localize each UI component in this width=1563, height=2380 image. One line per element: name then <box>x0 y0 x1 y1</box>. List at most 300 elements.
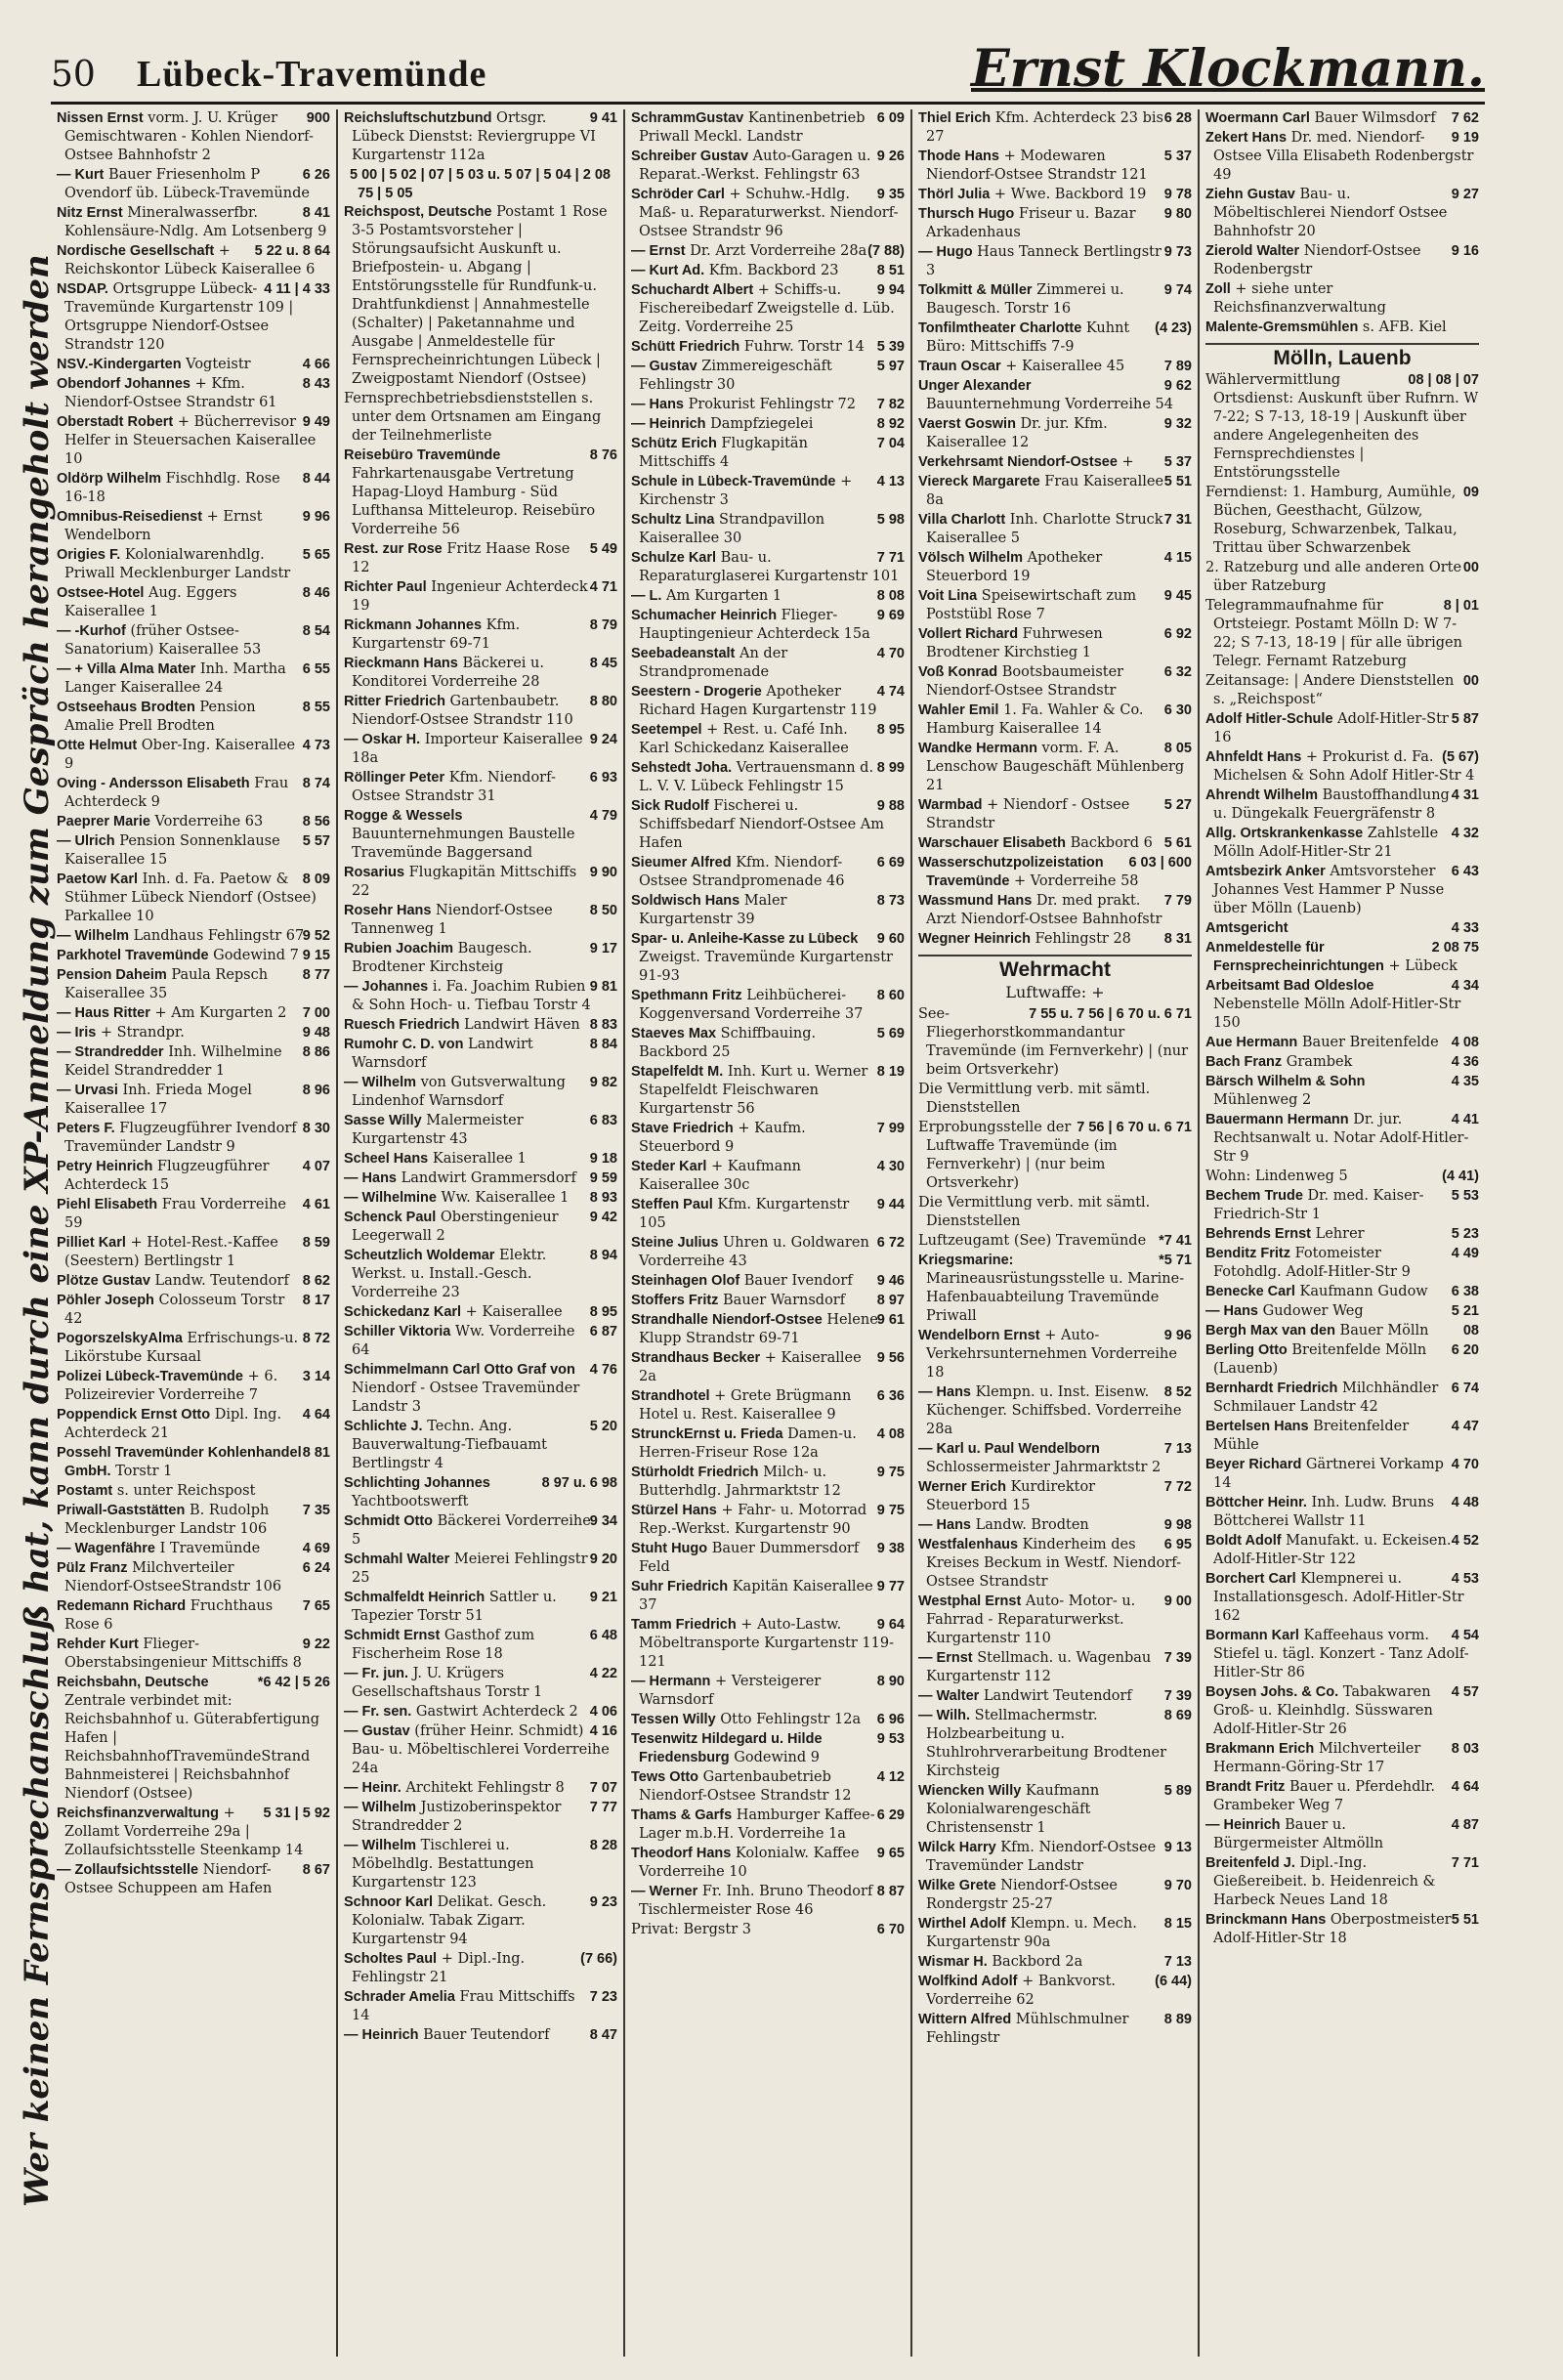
directory-entry <box>344 1361 617 1417</box>
entry-phone: 6 09 <box>876 110 905 126</box>
directory-entry <box>918 854 1192 891</box>
entry-phone: 4 16 <box>589 1723 617 1739</box>
entry-name: — Hans <box>1205 1303 1258 1319</box>
directory-entry <box>1205 1570 1479 1626</box>
directory-entry <box>344 1837 617 1892</box>
entry-name: Ruesch Friedrich <box>344 1017 460 1033</box>
directory-entry <box>57 1292 330 1329</box>
entry-description: Yachtbootswerft <box>352 1494 469 1509</box>
directory-entry <box>57 1805 330 1860</box>
entry-description: Inh. Kurt u. Werner Stapelfeldt Fleischwaren Kurgartenstr 56 <box>639 1064 868 1117</box>
entry-name: Schütz Erich <box>631 436 717 451</box>
entry-phone: 6 30 <box>1163 702 1192 718</box>
entry-phone: 7 55 u. 7 56 | 6 70 u. 6 71 <box>1029 1006 1192 1022</box>
directory-entry <box>1205 1683 1479 1739</box>
running-title: Lübeck-Travemünde <box>137 54 487 95</box>
entry-name: Werner Erich <box>918 1479 1006 1495</box>
entry-description: Speisewirtschaft zum Poststübl Rose 7 <box>926 588 1137 622</box>
entry-phone: 9 82 <box>589 1075 617 1090</box>
entry-phone: 9 20 <box>589 1551 617 1567</box>
entry-name: Rest. zur Rose <box>344 541 443 557</box>
entry-name: Reisebüro Travemünde <box>344 447 501 463</box>
entry-phone: 8 72 <box>302 1331 330 1346</box>
directory-entry <box>344 731 617 768</box>
directory-entry <box>918 377 1192 414</box>
entry-description: Bauer Ivendorf <box>739 1273 853 1289</box>
entry-description: Bauer Warnsdorf <box>718 1293 846 1308</box>
directory-entry <box>344 1074 617 1111</box>
directory-entry <box>631 1425 905 1463</box>
entry-name: Borchert Carl <box>1205 1571 1296 1587</box>
directory-entry <box>1205 1034 1479 1052</box>
entry-name: Plötze Gustav <box>57 1273 150 1289</box>
entry-name: — L. <box>631 588 662 604</box>
directory-entry <box>57 1482 330 1501</box>
entry-name: Villa Charlott <box>918 512 1006 528</box>
entry-description: + Zollamt Vorderreihe 29a | Zollaufsichtsstelle Steenkamp 14 <box>64 1806 304 1858</box>
entry-phone: 8 96 <box>302 1083 330 1098</box>
entry-description: Bauer Wilmsdorf <box>1309 110 1436 126</box>
entry-phone: 4 13 <box>876 474 905 489</box>
directory-entry <box>1205 1418 1479 1455</box>
entry-phone: 9 80 <box>1163 206 1192 222</box>
entry-phone: 9 23 <box>589 1894 617 1910</box>
directory-entry <box>631 358 905 395</box>
entry-phone: 7 39 <box>1163 1688 1192 1704</box>
directory-entry <box>344 693 617 730</box>
entry-description: + Dipl.-Ing. Fehlingstr 21 <box>352 1951 526 1985</box>
entry-phone: 4 30 <box>876 1159 905 1174</box>
entry-phone: 4 54 <box>1451 1628 1479 1643</box>
entry-name: — Wilhelm <box>344 1075 416 1090</box>
entry-description: Klempnerei u. Installationsgesch. Adolf-Hitler-Str 162 <box>1213 1571 1464 1624</box>
entry-description: Erfrischungs-u. Likörstube Kursaal <box>64 1331 299 1365</box>
entry-name: Zierold Walter <box>1205 243 1300 259</box>
directory-entry <box>344 1893 617 1949</box>
entry-description: + Vorderreihe 58 <box>1009 873 1139 889</box>
directory-entry <box>1205 1073 1479 1110</box>
entry-phone: 08 <box>1462 1323 1479 1339</box>
entry-description: J. U. Krügers Gesellschaftshaus Torstr 1 <box>352 1666 543 1700</box>
entry-name: — Wilh. <box>918 1708 971 1723</box>
entry-description: Fischerei u. Schiffsbedarf Niendorf-Ostsee Am Hafen <box>639 798 884 851</box>
directory-entry <box>631 1673 905 1710</box>
directory-entry <box>1205 1053 1479 1072</box>
entry-description: Die Vermittlung verb. mit sämtl. Dienststellen <box>918 1082 1151 1116</box>
directory-entry <box>57 966 330 1003</box>
directory-entry <box>918 1478 1192 1515</box>
entry-description: Godewind 9 <box>729 1750 820 1765</box>
entry-name: Berling Otto <box>1205 1342 1288 1358</box>
entry-description: Flieger-Hauptingenieur Achterdeck 15a <box>639 608 870 642</box>
entry-phone: 9 69 <box>876 608 905 623</box>
entry-description: + Schiffs-u. Fischereibedarf Zweigstelle d. Lüb. Zeitg. Vorderreihe 25 <box>639 282 895 335</box>
entry-name: Spethmann Fritz <box>631 988 742 1003</box>
entry-description: Pension Amalie Prell Brodten <box>64 700 256 734</box>
directory-entry <box>631 1120 905 1157</box>
directory-entry <box>1205 786 1479 824</box>
directory-entry <box>344 1627 617 1664</box>
directory-entry <box>57 1196 330 1233</box>
entry-description: Milch- u. Butterhdlg. Jahrmarktstr 12 <box>639 1465 841 1499</box>
entry-description: + Rest. u. Café Inh. Karl Schickedanz Kaiserallee <box>639 722 849 756</box>
entry-description: Tischlerei u. Möbelhdlg. Bestattungen Kurgartenstr 123 <box>352 1838 534 1891</box>
entry-phone: 4 08 <box>1451 1035 1479 1050</box>
entry-phone: 5 98 <box>876 512 905 528</box>
entry-description: Auto- Motor- u. Fahrrad - Reparaturwerkst. Kurgartenstr 110 <box>926 1594 1136 1646</box>
entry-description: Kaufmann Kolonialwarengeschäft Christensenstr 1 <box>926 1783 1100 1836</box>
directory-entry <box>344 1016 617 1035</box>
entry-description: Stellmach. u. Wagenbau Kurgartenstr 112 <box>926 1650 1152 1684</box>
entry-description: Kinderheim des Kreises Beckum in Westf. Niendorf-Ostsee Strandstr <box>926 1537 1182 1590</box>
entry-description: Dr. jur. Kfm. Kaiserallee 12 <box>926 416 1108 450</box>
entry-phone: 9 26 <box>876 149 905 164</box>
entry-description: Kantinenbetrieb Priwall Meckl. Landstr <box>639 110 866 145</box>
entry-description: Breitenfelder Mühle <box>1213 1419 1410 1453</box>
directory-entry <box>344 940 617 977</box>
entry-phone: 6 96 <box>876 1712 905 1727</box>
entry-description: Kuhnt Büro: Mittschiffs 7-9 <box>926 320 1130 355</box>
entry-name: Paeprer Marie <box>57 814 150 829</box>
entry-description: Torstr 1 <box>110 1464 173 1479</box>
entry-name: Brandt Fritz <box>1205 1779 1286 1795</box>
entry-name: Schütt Friedrich <box>631 339 740 355</box>
entry-phone: 8 03 <box>1451 1741 1479 1757</box>
directory-entry <box>344 616 617 654</box>
entry-phone: 4 76 <box>589 1362 617 1378</box>
directory-entry <box>57 622 330 659</box>
entry-description: + Schuhw.-Hdlg. Maß- u. Reparaturwerkst. Niendorf-Ostsee Strandstr 96 <box>639 187 899 239</box>
entry-phone: 09 <box>1462 485 1479 500</box>
entry-phone: 4 11 | 4 33 <box>264 281 330 297</box>
entry-phone: 4 73 <box>302 738 330 753</box>
entry-description: Bauer Mölln <box>1334 1323 1429 1339</box>
entry-description: Friseur u. Bazar Arkadenhaus <box>926 206 1136 240</box>
entry-phone: 8 84 <box>589 1037 617 1052</box>
entry-name: Peters F. <box>57 1121 115 1136</box>
entry-phone: 9 42 <box>589 1210 617 1225</box>
directory-entry <box>631 242 905 261</box>
entry-phone: 9 45 <box>1163 588 1192 604</box>
entry-phone: 4 66 <box>302 357 330 372</box>
entry-phone: 4 15 <box>1163 550 1192 566</box>
entry-name: Wittern Alfred <box>918 2012 1012 2027</box>
entry-description: Kfm. Niendorf-Ostsee Strandpromenade 46 <box>639 855 845 889</box>
entry-phone: *5 71 <box>1159 1253 1192 1268</box>
entry-name: — Ernst <box>918 1650 973 1666</box>
directory-entry <box>918 415 1192 452</box>
entry-description: Landw. Teutendorf <box>149 1273 289 1289</box>
directory-entry <box>1205 242 1479 279</box>
directory-entry <box>631 281 905 337</box>
entry-description: Zentrale verbindet mit: Reichsbahnhof u. Güterabfertigung Hafen | ReichsbahnhofTravemündeStrand Bahnmeisterei | Reichsbahnhof Niendorf (Ostsee) <box>64 1693 320 1802</box>
directory-entry <box>918 319 1192 357</box>
entry-description: + Wwe. Backbord 19 <box>990 187 1147 202</box>
entry-name: Wismar H. <box>918 1954 988 1970</box>
directory-entry <box>1205 1532 1479 1569</box>
entry-description: Luftzeugamt (See) Travemünde <box>918 1233 1147 1249</box>
entry-phone: 7 39 <box>1163 1650 1192 1666</box>
directory-entry <box>631 930 905 986</box>
entry-name: Stürholdt Friedrich <box>631 1465 759 1480</box>
entry-description: Bau- u. Möbeltischlerei Niendorf Ostsee Bahnhofstr 20 <box>1213 187 1448 239</box>
entry-name: Bertelsen Hans <box>1205 1419 1309 1434</box>
entry-phone: 7 89 <box>1163 359 1192 374</box>
entry-phone: (4 23) <box>1155 320 1192 336</box>
entry-description: + Kirchenstr 3 <box>639 474 853 508</box>
entry-phone: 8 19 <box>876 1064 905 1080</box>
entry-name: Schulze Karl <box>631 550 717 566</box>
entry-description: Kfm. Kurgartenstr 105 <box>639 1197 850 1231</box>
entry-description: Landwirt Teutendorf <box>979 1688 1132 1704</box>
directory-entry <box>57 166 330 203</box>
entry-name: Stürzel Hans <box>631 1503 717 1518</box>
entry-phone: 9 70 <box>1163 1878 1192 1893</box>
directory-entry <box>631 1464 905 1501</box>
entry-name: Rosarius <box>344 865 405 880</box>
entry-phone: 8 89 <box>1163 2012 1192 2027</box>
directory-entry <box>918 243 1192 280</box>
directory-entry <box>1205 1187 1479 1224</box>
entry-description: + Modewaren Niendorf-Ostsee Strandstr 121 <box>926 149 1148 183</box>
directory-entry <box>57 375 330 412</box>
entry-phone: 9 98 <box>1163 1517 1192 1533</box>
entry-description: Frau Kaiserallee 8a <box>926 474 1164 508</box>
entry-name: Strandhaus Becker <box>631 1350 761 1366</box>
entry-description: Sattler u. Tapezier Torstr 51 <box>352 1590 557 1624</box>
directory-entry <box>631 683 905 720</box>
entry-phone: 5 37 <box>1163 149 1192 164</box>
entry-description: Importeur Kaiserallee 18a <box>352 732 583 766</box>
entry-phone: 7 23 <box>589 1989 617 2005</box>
directory-entry <box>344 1799 617 1836</box>
entry-phone: 9 46 <box>876 1273 905 1289</box>
entry-phone: 5 21 <box>1451 1303 1479 1319</box>
directory-entry <box>344 1703 617 1721</box>
entry-name: Bach Franz <box>1205 1054 1283 1070</box>
entry-phone: 8 62 <box>302 1273 330 1289</box>
directory-entry <box>57 1406 330 1443</box>
directory-entry <box>1205 1740 1479 1777</box>
directory-entry <box>918 2011 1192 2048</box>
entry-description: Delikat. Gesch. Kolonialw. Tabak Zigarr. Kurgartenstr 94 <box>352 1894 547 1947</box>
entry-phone: 4 49 <box>1451 1246 1479 1261</box>
entry-name: Spar- u. Anleihe-Kasse zu Lübeck <box>631 931 859 947</box>
entry-phone: 7 13 <box>1163 1954 1192 1970</box>
entry-name: — Oskar H. <box>344 732 421 747</box>
entry-description: Landwirt Grammersdorf <box>397 1170 576 1186</box>
directory-entry <box>344 540 617 577</box>
entry-description: Hamburger Kaffee-Lager m.b.H. Vorderreihe 1a <box>639 1807 875 1842</box>
entry-phone: 8 92 <box>876 416 905 432</box>
entry-phone: 6 93 <box>589 770 617 786</box>
entry-name: Viereck Margarete <box>918 474 1040 489</box>
entry-name: — Wilhelm <box>344 1800 416 1815</box>
entry-phone: 7 79 <box>1163 893 1192 909</box>
entry-name: PogorszelskyAlma <box>57 1331 183 1346</box>
directory-entry <box>631 1502 905 1539</box>
entry-name: Oberstadt Robert <box>57 414 174 430</box>
entry-description: Dr. jur. Rechtsanwalt u. Notar Adolf-Hitler-Str 9 <box>1213 1112 1469 1165</box>
entry-phone: 8 41 <box>302 205 330 221</box>
directory-entry <box>57 1043 330 1081</box>
entry-name: Schmalfeldt Heinrich <box>344 1590 486 1605</box>
directory-entry <box>918 930 1192 949</box>
entry-description: Gartenbaubetrieb Niendorf-Ostsee Strandstr 12 <box>639 1769 852 1804</box>
directory-entry <box>631 1272 905 1291</box>
entry-description: Oberpostmeister Adolf-Hitler-Str 18 <box>1213 1912 1452 1946</box>
entry-description: Grambek <box>1282 1054 1353 1070</box>
entry-phone: (6 44) <box>1155 1974 1192 1989</box>
entry-phone: (7 88) <box>867 243 905 259</box>
directory-entry <box>344 1169 617 1188</box>
directory-entry <box>1205 1627 1479 1682</box>
entry-phone: 7 82 <box>876 397 905 412</box>
directory-entry <box>57 508 330 545</box>
entry-phone: 5 22 u. 8 64 <box>254 243 330 259</box>
page-header <box>51 39 1485 117</box>
entry-name: Schnoor Karl <box>344 1894 434 1910</box>
entry-name: Malente-Gremsmühlen <box>1205 319 1359 335</box>
entry-name: Origies F. <box>57 547 121 563</box>
entry-phone: 5 97 <box>876 359 905 374</box>
entry-phone: 9 13 <box>1163 1840 1192 1855</box>
entry-name: Amtsgericht <box>1205 920 1288 936</box>
entry-phone: 4 57 <box>1451 1684 1479 1700</box>
entry-description: Damen-u. Herren-Friseur Rose 12a <box>639 1426 857 1461</box>
entry-description: Gasthof zum Fischerheim Rose 18 <box>352 1628 535 1662</box>
directory-entry <box>57 1004 330 1023</box>
entry-phone: 7 07 <box>589 1780 617 1796</box>
entry-description: I Travemünde <box>154 1541 261 1556</box>
entry-description: Dr. med. Kaiser-Friedrich-Str 1 <box>1213 1188 1424 1222</box>
entry-name: Reichsluftschutzbund <box>344 110 492 126</box>
entry-name: — Werner <box>631 1884 698 1899</box>
entry-description: Fischhdlg. Rose 16-18 <box>64 471 280 505</box>
entry-description: Bauer Friesenholm P Ovendorf üb. Lübeck-Travemünde <box>64 167 310 201</box>
entry-name: — Wilhelmine <box>344 1190 437 1206</box>
entry-description: Apotheker Steuerbord 19 <box>926 550 1103 584</box>
entry-phone: 6 74 <box>1451 1381 1479 1396</box>
entry-name: Aue Hermann <box>1205 1035 1298 1050</box>
entry-name: Scheel Hans <box>344 1151 429 1167</box>
directory-entry <box>1205 1380 1479 1417</box>
entry-phone: 9 65 <box>876 1846 905 1861</box>
entry-phone: 8 77 <box>302 967 330 983</box>
entry-name: Oldörp Wilhelm <box>57 471 162 487</box>
directory-entry <box>344 1418 617 1473</box>
entry-name: Obendorf Johannes <box>57 376 190 392</box>
entry-description: Bäckerei u. Konditorei Vorderreihe 28 <box>352 656 544 690</box>
directory-entry <box>1205 939 1479 976</box>
entry-name: Amtsbezirk Anker <box>1205 864 1326 879</box>
entry-description: Baugesch. Brodtener Kirchsteig <box>352 941 532 975</box>
entry-description: Wählervermittlung Ortsdienst: Auskunft über Rufnrn. W 7-22; S 7-13, 18-19 | Auskunft über andere Angelegenheiten des Fernsprechdienstes | Entstörungsstelle <box>1205 372 1479 481</box>
directory-entry <box>57 1120 330 1157</box>
entry-phone: (7 66) <box>580 1951 617 1967</box>
directory-entry <box>344 390 617 446</box>
entry-name: — Heinrich <box>631 416 706 432</box>
entry-description: Flugkapitän Mittschiffs 22 <box>352 865 577 899</box>
entry-phone: 4 06 <box>589 1704 617 1720</box>
entry-phone: (5 67) <box>1442 749 1479 765</box>
entry-description: Godewind 7 <box>208 948 299 963</box>
entry-description: Die Vermittlung verb. mit sämtl. Dienststellen <box>918 1195 1151 1229</box>
entry-description: Kfm. Kurgartenstr 69-71 <box>352 617 521 652</box>
entry-phone: 7 77 <box>589 1800 617 1815</box>
directory-entry <box>57 546 330 583</box>
directory-entry <box>631 1196 905 1233</box>
section-heading: Wehrmacht <box>918 955 1192 979</box>
entry-name: — Heinr. <box>344 1780 401 1796</box>
directory-entry <box>631 262 905 280</box>
entry-name: Rogge & Wessels <box>344 808 463 824</box>
directory-entry <box>631 1883 905 1920</box>
page-number: 50 <box>51 55 96 95</box>
entry-description: (früher Heinr. Schmidt) Bau- u. Möbeltischlerei Vorderreihe 24a <box>352 1723 610 1776</box>
entry-phone: 9 59 <box>589 1170 617 1186</box>
entry-phone: 9 24 <box>589 732 617 747</box>
entry-name: — Hermann <box>631 1674 711 1689</box>
directory-column <box>338 109 625 2357</box>
directory-entry <box>344 166 617 389</box>
directory-entry <box>918 1707 1192 1781</box>
entry-phone: 5 61 <box>1163 835 1192 851</box>
entry-name: Bergh Max van den <box>1205 1323 1335 1339</box>
entry-description: Aug. Eggers Kaiserallee 1 <box>64 585 237 619</box>
entry-description: Landhaus Fehlingstr 67 <box>129 928 305 944</box>
entry-description: Zeitansage: | Andere Dienststellen s. „Reichspost“ <box>1205 673 1455 707</box>
entry-name: Wassmund Hans <box>918 893 1033 909</box>
entry-description: + Lübeck <box>1383 958 1457 974</box>
entry-phone: 7 35 <box>302 1503 330 1518</box>
entry-phone: 9 32 <box>1163 416 1192 432</box>
entry-description: Baustoffhandlung u. Düngekalk Feuergräfenstr 8 <box>1213 787 1450 822</box>
entry-phone: 5 65 <box>302 547 330 563</box>
entry-name: Stuht Hugo <box>631 1541 708 1556</box>
entry-phone: 4 32 <box>1451 826 1479 841</box>
entry-description: Flieger-Oberstabsingenieur Mittschiffs 8 <box>64 1636 302 1671</box>
entry-description: 2. Ratzeburg und alle anderen Orte über Ratzeburg <box>1205 560 1462 594</box>
directory-entry <box>344 1512 617 1550</box>
entry-phone: 4 35 <box>1451 1074 1479 1089</box>
directory-entry <box>344 807 617 863</box>
entry-description: Schlossermeister Jahrmarktstr 2 <box>926 1460 1162 1475</box>
entry-description: Bauer Breitenfelde <box>1297 1035 1439 1050</box>
entry-name: Breitenfeld J. <box>1205 1855 1295 1871</box>
directory-entry <box>918 1005 1192 1080</box>
entry-name: Piehl Elisabeth <box>57 1197 158 1212</box>
entry-phone: 6 70 <box>876 1922 905 1937</box>
entry-name: Steinhagen Olof <box>631 1273 740 1289</box>
entry-phone: 9 96 <box>302 509 330 525</box>
entry-description: + Niendorf - Ostsee Strandstr <box>926 797 1130 831</box>
directory-entry <box>57 699 330 736</box>
entry-description: Manufakt. u. Eckeisen. Adolf-Hitler-Str 122 <box>1213 1533 1452 1567</box>
entry-description: + Bücherrevisor Helfer in Steuersachen Kaiserallee 10 <box>64 414 317 467</box>
entry-description: Pension Sonnenklause Kaiserallee 15 <box>64 833 280 868</box>
entry-name: Verkehrsamt Niendorf-Ostsee <box>918 454 1118 470</box>
directory-entry <box>1205 1911 1479 1948</box>
entry-name: Wiencken Willy <box>918 1783 1022 1799</box>
entry-phone: 8 80 <box>589 694 617 709</box>
entry-description: Dr. med prakt. Arzt Niendorf-Ostsee Bahnhofstr <box>926 893 1162 927</box>
entry-description: Ortsgruppe Lübeck-Travemünde Kurgartenstr 109 | Ortsgruppe Niendorf-Ostsee Strandstr 120 <box>64 281 294 353</box>
entry-name: Schreiber Gustav <box>631 149 749 164</box>
entry-name: Nissen Ernst <box>57 110 144 126</box>
entry-phone: 8 09 <box>302 871 330 887</box>
entry-name: Rumohr C. D. von <box>344 1037 464 1052</box>
